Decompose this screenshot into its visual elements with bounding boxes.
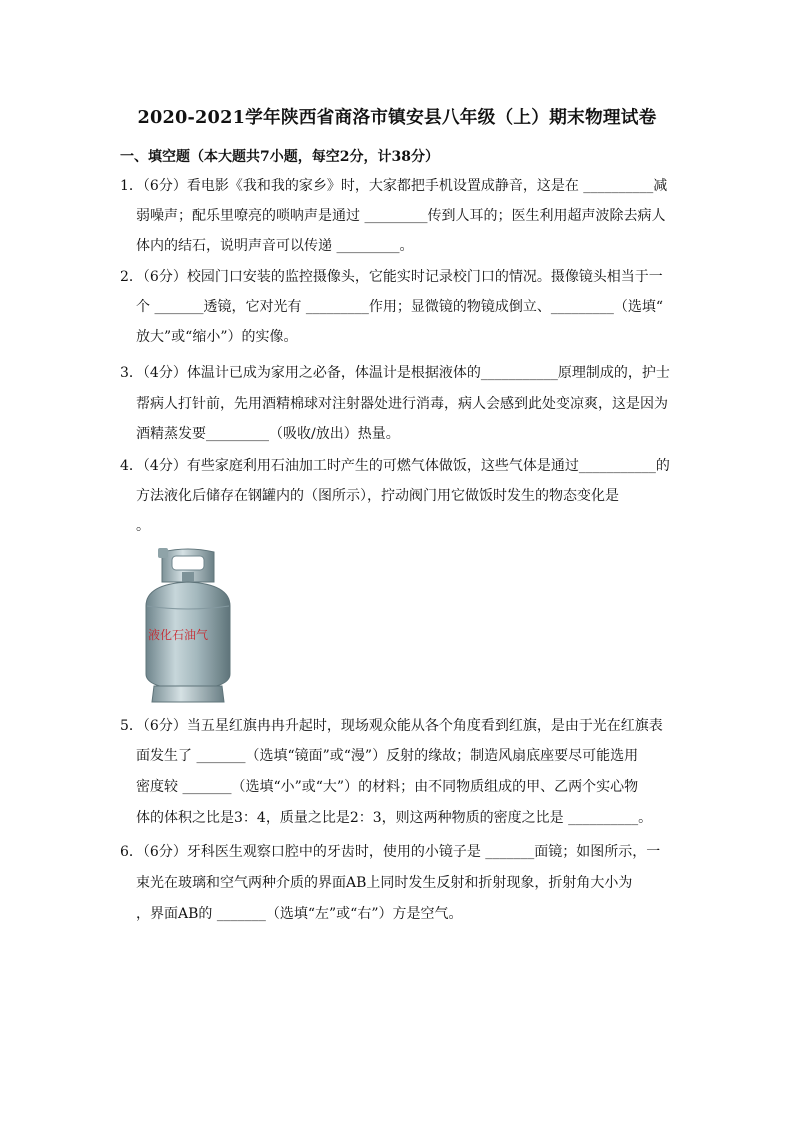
- lpg-tank-image: [138, 546, 238, 706]
- question-2-line-1: 2．（6分）校园门口安装的监控摄像头，它能实时记录校门口的情况。摄像镜头相当于一: [120, 269, 663, 285]
- question-1-line-2: 弱噪声；配乐里嘹亮的唢呐声是通过 _________传到人耳的；医生利用超声波除去病人: [136, 208, 666, 224]
- question-6-line-3: ，界面AB的 _______（选填“左”或“右”）方是空气。: [136, 906, 463, 922]
- question-5-line-2: 面发生了 _______（选填“镜面”或“漫”）反射的缘故；制造风扇底座要尽可能选用: [136, 748, 639, 764]
- question-6-line-1: 6．（6分）牙科医生观察口腔中的牙齿时，使用的小镜子是 _______面镜；如图所示，一: [120, 844, 661, 860]
- question-1-line-3: 体内的结石，说明声音可以传递 _________。: [136, 238, 414, 254]
- question-4-line-3: 。: [136, 518, 150, 534]
- question-4-line-1: 4．（4分）有些家庭利用石油加工时产生的可燃气体做饭，这些气体是通过___________的: [120, 458, 670, 474]
- question-3-line-3: 酒精蒸发要_________（吸收/放出）热量。: [136, 426, 400, 442]
- question-5-line-1: 5．（6分）当五星红旗冉冉升起时，现场观众能从各个角度看到红旗，是由于光在红旗表: [120, 718, 663, 734]
- question-5-line-4: 体的体积之比是3：4，质量之比是2：3，则这两种物质的密度之比是 __________。: [136, 810, 653, 826]
- question-1-line-1: 1．（6分）看电影《我和我的家乡》时，大家都把手机设置成静音，这是在 __________减: [120, 178, 668, 194]
- question-3-line-2: 帮病人打针前，先用酒精棉球对注射器处进行消毒，病人会感到此处变凉爽，这是因为: [136, 396, 668, 412]
- question-5-line-3: 密度较 _______（选填“小”或“大”）的材料；由不同物质组成的甲、乙两个实心物: [136, 779, 639, 795]
- question-4-line-2: 方法液化后储存在钢罐内的（图所示），拧动阀门用它做饭时发生的物态变化是: [136, 488, 619, 504]
- tank-label-text: 液化石油气: [148, 628, 209, 642]
- page-title: 2020-2021学年陕西省商洛市镇安县八年级（上）期末物理试卷: [137, 107, 657, 128]
- question-2-line-3: 放大”或“缩小”）的实像。: [136, 329, 298, 345]
- question-6-line-2: 束光在玻璃和空气两种介质的界面AB上同时发生反射和折射现象，折射角大小为: [136, 875, 633, 891]
- question-2-line-2: 个 _______透镜，它对光有 _________作用；显微镜的物镜成倒立、_________（选填“: [136, 299, 664, 315]
- question-3-line-1: 3．（4分）体温计已成为家用之必备，体温计是根据液体的___________原理制成的，护士: [120, 365, 670, 381]
- section-heading: 一、填空题（本大题共7小题，每空2分，计38分）: [120, 149, 439, 165]
